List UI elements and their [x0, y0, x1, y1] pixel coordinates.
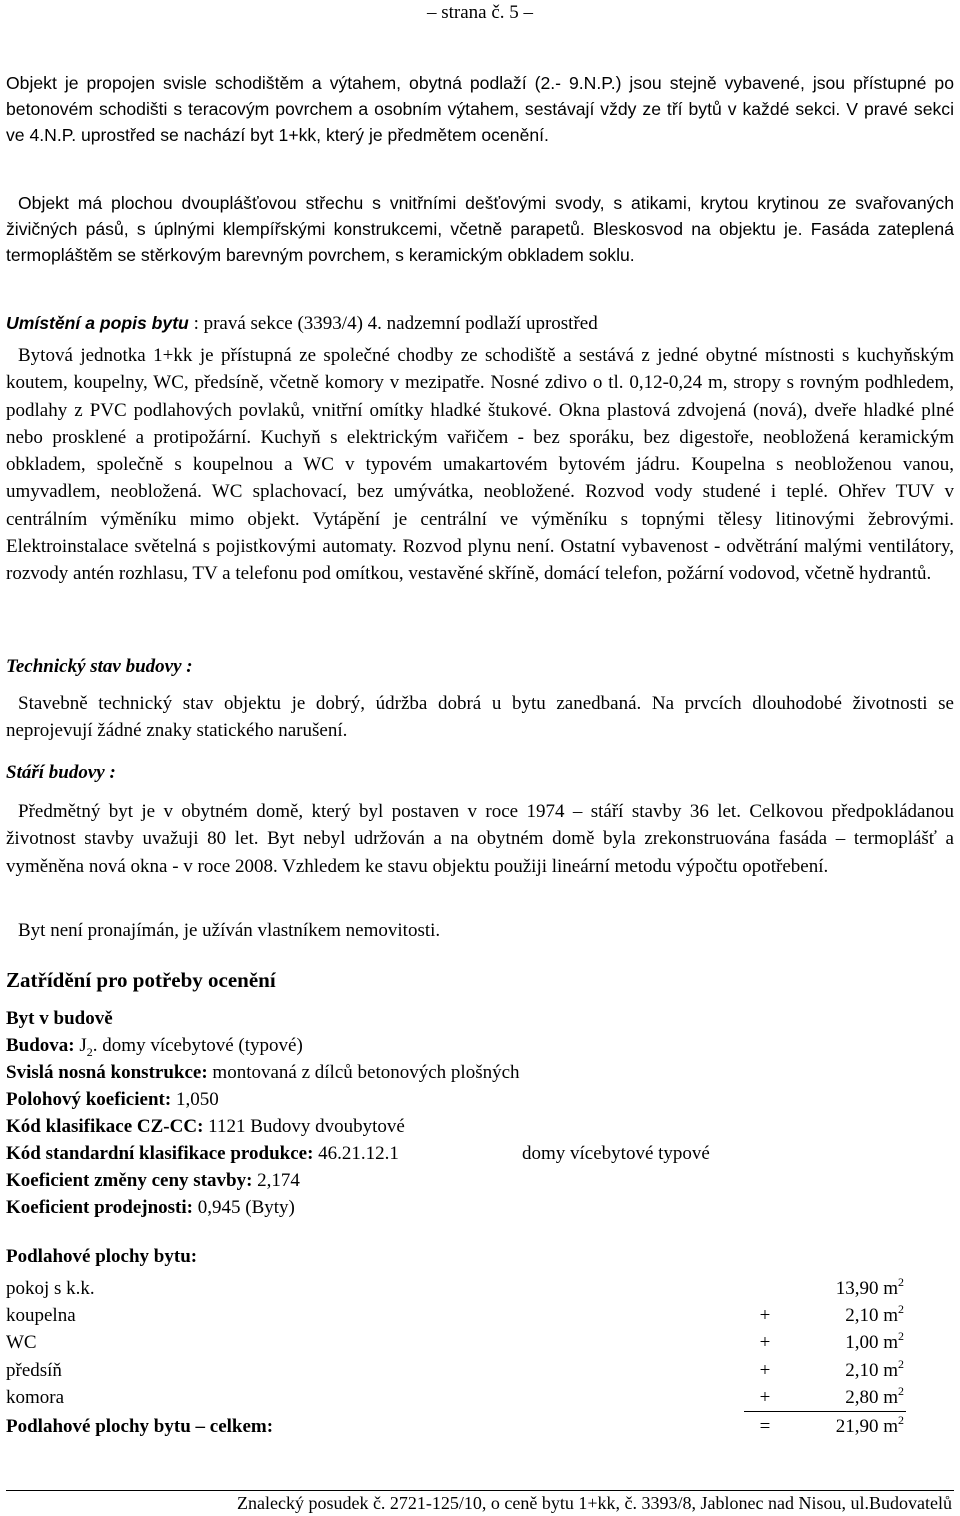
area-sign: +: [759, 1305, 771, 1327]
area-name: koupelna: [6, 1305, 76, 1327]
kstp-row: Kód standardní klasifikace produkce: 46.21.12.1: [6, 1143, 399, 1164]
area-total-row: [6, 1414, 904, 1441]
footer-text: Znalecký posudek č. 2721-125/10, o ceně bytu 1+kk, č. 3393/8, Jablonec nad Nisou, ul.Budovatelů: [236, 1493, 952, 1513]
position-row: Polohový koeficient: 1,050: [6, 1089, 219, 1110]
sale-coef-row: Koeficient prodejnosti: 0,945 (Byty): [6, 1197, 295, 1218]
area-name: Podlahové plochy bytu – celkem:: [6, 1416, 274, 1437]
age-heading: Stáří budovy :: [6, 762, 116, 783]
building-value: . domy vícebytové (typové): [92, 1035, 303, 1056]
area-sign: =: [759, 1416, 771, 1437]
area-value: 2,10 $m^2$: [845, 1302, 904, 1327]
price-coef-row: Koeficient změny ceny stavby: 2,174: [6, 1170, 300, 1191]
area-name: pokoj s k.k.: [6, 1278, 95, 1299]
page-number: – strana č. 5 –: [426, 2, 534, 23]
sum-line: [744, 1411, 906, 1412]
areas-heading: Podlahové plochy bytu:: [6, 1246, 198, 1267]
classification-heading: Zatřídění pro potřeby ocenění: [6, 968, 276, 992]
apartment-description: Bytová jednotka 1+kk je přístupná ze společné chodby ze schodiště a sestává z jedné obytné místnosti s kuchyňským koutem, koupelny, WC, předsíně, včetně komory v mezipatře. Nosné zdivo o tl. 0,12-0,24 m, stropy s rovným podhledem, podlahy z PVC podlahových povlaků, vnitřní omítky hladké štukové. Okna plastová zdvojená (nová), dveře hladké plné nebo prosklené a protipožární. Kuchyň s elektrickým vařičem - bez sporáku, bez digestoře, neobložená keramickým obkladem, společně s koupelnou a WC v typovém umakartovém bytovém jádru. Koupelna s neobloženou vanou, umyvadlem, neobložená. WC splachovací, bez umývátka, neobložené. Rozvod vody studené i teplé. Ohřev TUV v centrálním výměníku mimo objekt. Vytápění je centrální ve výměníku s topnými tělesy litinovými žebrovými. Elektroinstalace světelná s pojistkovými automaty. Rozvod plynu není. Ostatní vybavenost - odvětrání malými ventilátory, rozvody antén rozhlasu, TV a telefonu pod omítkou, vestavěné skříně, domácí telefon, požární vodovod, včetně hydrantů.: [6, 345, 954, 585]
area-value: 21,90 $m^2$: [835, 1413, 904, 1437]
area-value: 2,80 $m^2$: [845, 1383, 904, 1408]
area-sign: +: [759, 1332, 771, 1354]
rental-text: Byt není pronajímán, je užíván vlastníkem nemovitosti.: [18, 920, 441, 941]
area-name: WC: [6, 1332, 37, 1354]
czcc-row: Kód klasifikace CZ-CC: 1121 Budovy dvoubytové: [6, 1116, 405, 1137]
area-row: [6, 1330, 904, 1357]
area-value: 2,10 $m^2$: [845, 1356, 904, 1381]
technical-heading: Technický stav budovy :: [6, 656, 193, 677]
kstp-desc: domy vícebytové typové: [522, 1143, 710, 1164]
area-row: [6, 1358, 904, 1385]
area-sign: +: [759, 1386, 771, 1408]
footer-divider: [6, 1490, 954, 1491]
intro-paragraph-1: Objekt je propojen svisle schodištěm a výtahem, obytná podlaží (2.- 9.N.P.) jsou stejně vybavené, jsou přístupné po betonovém schodišti s teracovým povrchem a osobním výtahem, sestávají vždy ze tří bytů v každé sekci. V pravé sekci ve 4.N.P. uprostřed se nachází byt 1+kk, který je předmětem ocenění.: [6, 73, 954, 145]
area-value: 1,00 $m^2$: [845, 1329, 904, 1354]
age-text: Předmětný byt je v obytném domě, který byl postaven v roce 1974 – stáří stavby 36 let. Celkovou předpokládanou životnost stavby uvažuji 80 let. Byt nebyl udržován a na obytném domě byla zrekonstruována fasáda – termoplášť a vyměněna nová okna - v roce 2008. Vzhledem ke stavu objektu použiji lineární metodu výpočtu opotřebení.: [6, 801, 954, 877]
area-name: předsíň: [6, 1359, 62, 1381]
area-row: [6, 1385, 904, 1412]
area-value: 13,90 $m^2$: [835, 1275, 904, 1299]
location-value: pravá sekce (3393/4) 4. nadzemní podlaží uprostřed: [203, 313, 598, 334]
building-label: Budova:: [6, 1035, 75, 1056]
area-sign: +: [759, 1359, 771, 1381]
area-row: [6, 1303, 904, 1330]
building-code: J: [79, 1035, 87, 1056]
area-row: [6, 1276, 904, 1303]
structure-row: Svislá nosná konstrukce: montovaná z dílců betonových plošných: [6, 1062, 520, 1083]
area-name: komora: [6, 1386, 65, 1408]
location-separator: :: [188, 313, 204, 334]
intro-paragraph-2: Objekt má plochou dvouplášťovou střechu s vnitřními dešťovými svody, s atikami, krytou krytinou ze svařovaných živičných pásů, s úplnými klempířskými konstrukcemi, včetně parapetů. Bleskosvod na objektu je. Fasáda zateplená termopláštěm se stěrkovým barevným povrchem, s keramickým obkladem soklu.: [6, 193, 954, 265]
building-sub: 2: [86, 1044, 93, 1059]
location-label: Umístění a popis bytu: [6, 313, 189, 333]
technical-text: Stavebně technický stav objektu je dobrý, údržba dobrá u bytu zanedbaná. Na prvcích dlouhodobé životnosti se neprojevují žádné znaky statického narušení.: [6, 693, 954, 741]
classification-subheading: Byt v budově: [6, 1008, 113, 1029]
location-line: [6, 310, 598, 337]
